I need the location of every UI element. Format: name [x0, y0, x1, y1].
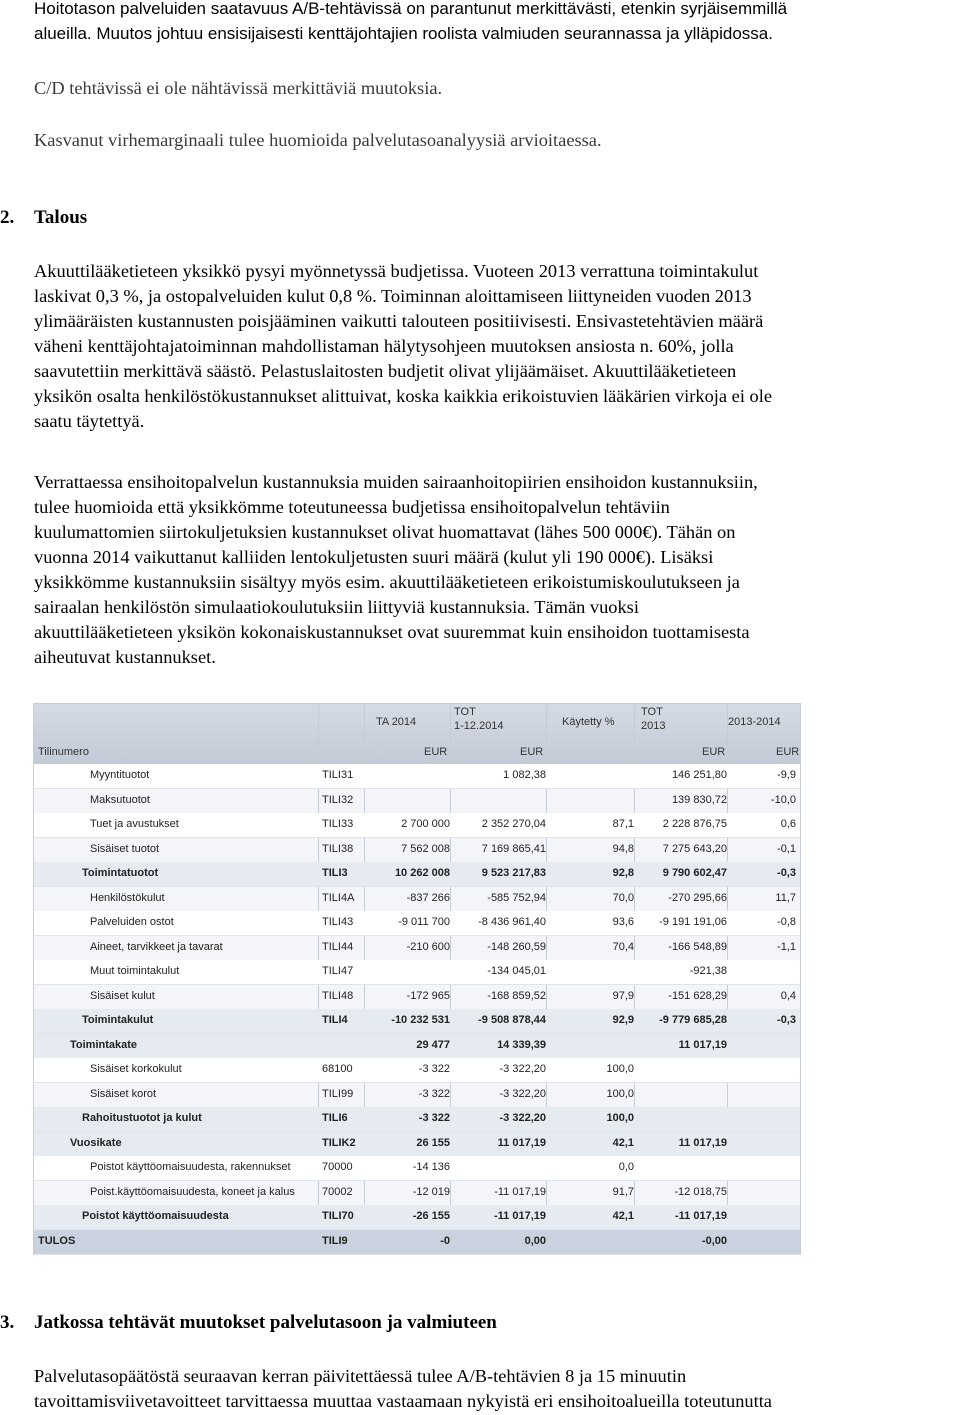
table-cell-ta: -12 019	[412, 1185, 450, 1198]
compare-line-1: Verrattaessa ensihoitopalvelun kustannuksia muiden sairaanhoitopiirien ensihoidon kustannuksiin,	[34, 472, 758, 492]
table-cell-tot13: 139 830,72	[671, 793, 727, 806]
table-cell-pct: 70,0	[612, 891, 634, 904]
table-row	[34, 985, 800, 1010]
table-cell-ta: -3 322	[418, 1087, 450, 1100]
talous-paragraph	[34, 259, 954, 434]
table-cell-chg: 11,7	[775, 891, 796, 904]
table-cell-tot13: 9 790 602,47	[662, 867, 727, 879]
header-kaytetty: Käytetty %	[562, 716, 615, 728]
table-row	[34, 1230, 800, 1255]
intro-line-2: alueilla. Muutos johtuu ensisijaisesti kenttäjohtajien roolista valmiuden seurannassa ja ylläpidossa.	[34, 24, 773, 43]
margin-paragraph: Kasvanut virhemarginaali tulee huomioida palvelutasoanalyysiä arvioitaessa.	[34, 130, 602, 150]
table-cell-pct: 94,8	[612, 842, 634, 855]
table-cell-ta: 2 700 000	[401, 818, 450, 830]
table-cell-chg: 0,6	[780, 818, 796, 830]
table-cell-label: Sisäiset korkokulut	[90, 1063, 182, 1075]
table-cell-ta: 10 262 008	[394, 867, 450, 879]
table-cell-label: Rahoitustuotot ja kulut	[82, 1112, 202, 1124]
table-cell-tot: 9 523 217,83	[481, 867, 546, 879]
table-cell-chg: -0,1	[777, 842, 796, 855]
table-cell-tot: -168 859,52	[487, 989, 546, 1002]
table-cell-tot: -8 436 961,40	[478, 916, 546, 928]
table-cell-chg: -9,9	[777, 769, 796, 781]
table-cell-pct: 91,7	[612, 1185, 634, 1198]
table-cell-tot13: 146 251,80	[671, 769, 727, 781]
table-cell-tot13: -11 017,19	[675, 1210, 727, 1222]
table-cell-tot13: 11 017,19	[678, 1038, 727, 1051]
table-cell-tot13: -9 779 685,28	[659, 1014, 727, 1026]
final-paragraph	[34, 1364, 954, 1414]
table-cell-tot13: -9 191 191,06	[659, 916, 727, 928]
table-cell-ta: -14 136	[412, 1161, 450, 1173]
table-cell-tot: -148 260,59	[487, 940, 546, 953]
table-cell-pct: 42,1	[612, 1210, 634, 1222]
header-change: 2013-2014	[728, 716, 781, 728]
table-cell-chg: -0,8	[777, 916, 796, 928]
talous-line-4: väheni kenttäjohtajatoiminnan mahdollistaman hälytysohjeen muutoksen ansiosta n. 60%, jolla	[34, 336, 734, 356]
table-cell-tot: -3 322,20	[499, 1063, 546, 1075]
table-cell-ta: -3 322	[418, 1112, 450, 1124]
header-tot-b: 1-12.2014	[454, 720, 504, 732]
talous-line-2: laskivat 0,3 %, ja ostopalveluiden kulut 0,8 %. Toiminnan aloittamiseen liittyneiden vuoden 2013	[34, 286, 752, 306]
final-line-1: Palvelutasopäätöstä seuraavan kerran päivitettäessä tulee A/B-tehtävien 8 ja 15 minuutin	[34, 1366, 687, 1386]
compare-line-2: tulee huomioida että yksikkömme toteutuneessa budjetissa ensihoitopalvelun tehtäviin	[34, 497, 670, 517]
table-cell-tot: -9 508 878,44	[478, 1014, 546, 1026]
table-cell-chg: 0,4	[780, 989, 796, 1002]
section-2-title: Talous	[34, 207, 88, 228]
table-cell-pct: 92,8	[612, 867, 634, 879]
table-cell-label: Vuosikate	[70, 1136, 122, 1149]
table-row	[34, 764, 800, 789]
table-row	[34, 960, 800, 985]
table-row	[34, 1107, 800, 1132]
table-cell-ta: -837 266	[406, 891, 450, 904]
header-tot-a: TOT	[454, 706, 476, 718]
table-cell-tot13: -166 548,89	[668, 940, 727, 953]
table-cell-label: Sisäiset tuotot	[90, 842, 160, 855]
table-cell-tot: 11 017,19	[497, 1136, 546, 1149]
table-cell-tot: 0,00	[524, 1234, 546, 1247]
header-eur-3: EUR	[702, 746, 726, 758]
table-cell-tot: 2 352 270,04	[481, 818, 546, 830]
table-cell-pct: 93,6	[612, 916, 634, 928]
table-cell-tot: 14 339,39	[497, 1038, 546, 1051]
table-cell-label: Sisäiset korot	[90, 1087, 157, 1100]
section-3-heading	[0, 1312, 497, 1334]
table-cell-tot: 7 169 865,41	[481, 842, 546, 855]
table-cell-label: Toimintakate	[70, 1038, 138, 1051]
table-cell-tot13: -151 628,29	[668, 989, 727, 1002]
table-cell-code: TILI6	[322, 1112, 348, 1124]
section-2-heading	[0, 207, 88, 229]
table-cell-tot13: -921,38	[689, 965, 727, 977]
header-eur-2: EUR	[520, 746, 544, 758]
talous-line-6: yksikön osalta henkilöstökustannukset alittuivat, koska kaikkia erikoistuvien lääkärien virkoja ei ole	[34, 386, 773, 406]
table-cell-tot: -3 322,20	[499, 1087, 546, 1100]
table-cell-tot13: 7 275 643,20	[662, 842, 727, 855]
compare-line-8: aiheutuvat kustannukset.	[34, 647, 216, 667]
table-row	[34, 887, 800, 912]
table-row	[34, 1009, 800, 1034]
table-cell-ta: 29 477	[416, 1038, 450, 1051]
table-cell-tot13: -12 018,75	[674, 1185, 727, 1198]
table-cell-ta: 26 155	[416, 1136, 450, 1149]
table-cell-code: 70002	[322, 1185, 353, 1198]
compare-line-6: sairaalan henkilöstön simulaatiokoulutuksiin liittyviä kustannuksia. Tämän vuoksi	[34, 597, 639, 617]
table-cell-code: 70000	[322, 1161, 353, 1173]
table-cell-pct: 87,1	[612, 818, 634, 830]
talous-line-5: saavutettiin merkittävä säästö. Pelastuslaitosten budjetit olivat ylijäämäiset. Akuuttilääketieteen	[34, 361, 737, 381]
table-cell-code: TILI47	[322, 965, 354, 977]
table-cell-ta: -10 232 531	[391, 1014, 450, 1026]
table-cell-pct: 97,9	[612, 989, 634, 1002]
table-cell-code: TILI9	[322, 1234, 348, 1247]
table-cell-label: Toimintakulut	[82, 1014, 154, 1026]
table-cell-code: TILI43	[322, 916, 354, 928]
table-cell-ta: -26 155	[412, 1210, 450, 1222]
table-cell-tot: -11 017,19	[494, 1210, 546, 1222]
table-row	[34, 1132, 800, 1157]
table-cell-label: Maksutuotot	[90, 793, 150, 806]
table-cell-tot13: 11 017,19	[678, 1136, 727, 1149]
table-cell-pct: 100,0	[606, 1112, 634, 1124]
table-row	[34, 1156, 800, 1181]
table-cell-ta: -210 600	[406, 940, 450, 953]
section-2-number: 2.	[0, 207, 15, 228]
section-3-title: Jatkossa tehtävät muutokset palvelutasoon ja valmiuteen	[34, 1312, 497, 1333]
table-cell-code: TILI4A	[322, 891, 355, 904]
table-row	[34, 789, 800, 814]
table-cell-chg: -0,3	[777, 867, 796, 879]
table-cell-label: TULOS	[38, 1234, 76, 1247]
table-row	[34, 862, 800, 887]
table-row	[34, 1181, 800, 1206]
cd-paragraph: C/D tehtävissä ei ole nähtävissä merkittäviä muutoksia.	[34, 78, 443, 98]
table-cell-label: Tuet ja avustukset	[90, 818, 179, 830]
table-cell-tot: 1 082,38	[503, 769, 546, 781]
talous-line-3: ylimääräisten kustannusten poisjääminen vaikutti talouteen positiivisesti. Ensivastetehtävien määrä	[34, 311, 764, 331]
table-cell-ta: 7 562 008	[401, 842, 450, 855]
table-cell-label: Poist.käyttöomaisuudesta, koneet ja kalus	[90, 1185, 295, 1198]
table-cell-code: TILI33	[322, 818, 354, 830]
compare-line-7: akuuttilääketieteen yksikön kokonaiskustannukset ovat suuremmat kuin ensihoidon tuottamisesta	[34, 622, 750, 642]
table-cell-pct: 70,4	[612, 940, 634, 953]
table-row	[34, 1058, 800, 1083]
table-cell-label: Aineet, tarvikkeet ja tavarat	[90, 940, 223, 953]
table-cell-label: Henkilöstökulut	[90, 891, 165, 904]
table-header	[34, 704, 800, 764]
table-cell-label: Toimintatuotot	[82, 867, 159, 879]
table-cell-label: Sisäiset kulut	[90, 989, 155, 1002]
table-row	[34, 838, 800, 863]
table-row	[34, 813, 800, 838]
table-cell-chg: -0,3	[777, 1014, 796, 1026]
compare-line-5: yksikkömme kustannuksiin sisältyy myös esim. akuuttilääketieteen erikoistumiskoulutukseen ja	[34, 572, 740, 592]
table-cell-tot: -134 045,01	[487, 965, 546, 977]
table-cell-chg: -1,1	[777, 940, 796, 953]
compare-line-3: kuulumattomien siirtokuljetuksien kustannukset olivat huomattavat (lähes 500 000€). Tähän on	[34, 522, 736, 542]
table-cell-code: TILIK2	[322, 1136, 356, 1149]
table-cell-ta: -9 011 700	[398, 916, 450, 928]
compare-line-4: vuonna 2014 vaikuttanut kalliiden lentokuljetusten suuri määrä (kulut yli 190 000€). Lisäksi	[34, 547, 714, 567]
header-eur-1: EUR	[424, 746, 448, 758]
header-ta: TA 2014	[376, 716, 417, 728]
table-cell-code: TILI48	[322, 989, 354, 1002]
table-cell-code: TILI99	[322, 1087, 354, 1100]
header-tilinumero: Tilinumero	[38, 746, 89, 758]
table-cell-ta: -172 965	[406, 989, 450, 1002]
table-cell-pct: 92,9	[612, 1014, 634, 1026]
table-cell-code: TILI3	[322, 867, 348, 879]
table-cell-ta: -3 322	[418, 1063, 450, 1075]
table-cell-tot13: 2 228 876,75	[662, 818, 727, 830]
compare-paragraph	[34, 470, 954, 670]
table-cell-code: TILI38	[322, 842, 354, 855]
table-cell-code: 68100	[322, 1063, 353, 1075]
table-cell-tot: -11 017,19	[494, 1185, 546, 1198]
header-tot2-b: 2013	[641, 720, 666, 732]
table-cell-pct: 0,0	[618, 1161, 634, 1173]
table-cell-tot13: -270 295,66	[668, 891, 727, 904]
table-cell-tot: -3 322,20	[499, 1112, 546, 1124]
talous-line-1: Akuuttilääketieteen yksikkö pysyi myönnetyssä budjetissa. Vuoteen 2013 verrattuna toimintakulut	[34, 261, 759, 281]
table-cell-pct: 100,0	[606, 1087, 634, 1100]
table-cell-ta: -0	[440, 1234, 450, 1247]
table-cell-chg: -10,0	[770, 793, 796, 806]
budget-table	[33, 703, 801, 1255]
table-row	[34, 1205, 800, 1230]
final-line-2: tavoittamisviivetavoitteet tarvittaessa muuttaa vastaamaan nykyistä eri ensihoitoalueilla toteutunutta	[34, 1391, 772, 1411]
table-cell-pct: 42,1	[612, 1136, 634, 1149]
intro-line-1: Hoitotason palveluiden saatavuus A/B-tehtävissä on parantunut merkittävästi, etenkin syrjäisemmillä	[34, 0, 788, 18]
header-eur-4: EUR	[776, 746, 800, 758]
table-row	[34, 936, 800, 961]
table-cell-tot13: -0,00	[701, 1234, 727, 1247]
header-tot2-a: TOT	[641, 706, 663, 718]
table-cell-label: Poistot käyttöomaisuudesta	[82, 1210, 229, 1222]
table-cell-label: Poistot käyttöomaisuudesta, rakennukset	[90, 1161, 291, 1173]
section-3-number: 3.	[0, 1312, 15, 1333]
table-cell-code: TILI32	[322, 793, 354, 806]
table-row	[34, 1083, 800, 1108]
table-cell-code: TILI44	[322, 940, 354, 953]
table-cell-label: Palveluiden ostot	[90, 916, 174, 928]
table-cell-label: Muut toimintakulut	[90, 965, 180, 977]
table-cell-code: TILI31	[322, 769, 354, 781]
intro-paragraph	[34, 0, 954, 46]
table-cell-code: TILI70	[322, 1210, 354, 1222]
talous-line-7: saatu täytettyä.	[34, 411, 145, 431]
table-cell-label: Myyntituotot	[90, 769, 150, 781]
table-row	[34, 911, 800, 936]
table-row	[34, 1034, 800, 1059]
table-cell-tot: -585 752,94	[487, 891, 546, 904]
table-cell-pct: 100,0	[606, 1063, 634, 1075]
table-cell-code: TILI4	[322, 1014, 348, 1026]
